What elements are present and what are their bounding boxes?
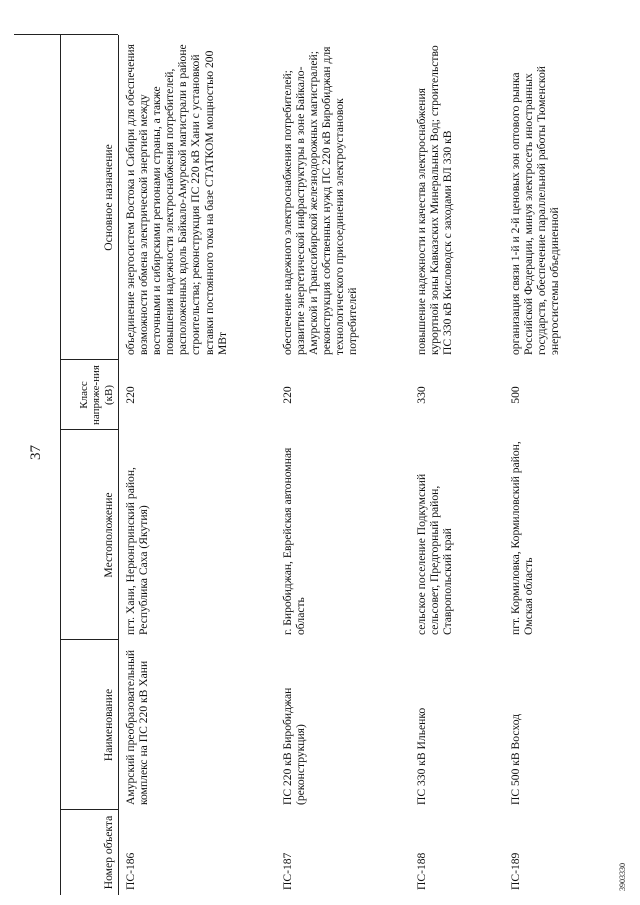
cell-location: сельское поселение Подкумский сельсовет, Предгорный район, Ставропольский край xyxy=(415,473,455,635)
cell-voltage: 220 xyxy=(124,386,137,404)
header-num: Номер объекта xyxy=(101,815,115,890)
document-code: 3903330 xyxy=(618,863,627,891)
cell-location: пгт. Кормиловка, Кормиловский район, Омская область xyxy=(509,441,536,635)
table-row xyxy=(506,0,606,905)
header-voltage: Класс напряже-ния (кВ) xyxy=(77,365,115,425)
cell-name: ПС 500 кВ Восход xyxy=(509,713,522,805)
table-row xyxy=(278,0,403,905)
cell-purpose: объединение энергосистем Востока и Сибири для обеспечения возможности обмена электрической энергией между восточными и сибирскими регионами страны, а также повышения надежности электроснабжения потребителей, расположенных вдоль Байкало-Амурской магистрали в районе строительства; реконструкция ПС 220 кВ Хани с установкой вставки постоянного тока на базе СТАТКОМ мощностью 200 МВт xyxy=(124,44,229,355)
cell-voltage: 500 xyxy=(509,386,522,404)
cell-num: ПС-189 xyxy=(509,852,522,890)
cell-location: пгт. Хани, Нерюнгринский район, Республика Саха (Якутия) xyxy=(124,467,151,635)
cell-voltage: 330 xyxy=(415,386,428,404)
cell-num: ПС-187 xyxy=(281,852,294,890)
cell-num: ПС-186 xyxy=(124,852,137,890)
cell-location: г. Биробиджан, Еврейская автономная область xyxy=(281,447,308,635)
cell-num: ПС-188 xyxy=(415,852,428,890)
cell-purpose: обеспечение надежного электроснабжения потребителей; развитие энергетической инфраструктуры в зоне Байкало-Амурской и Транссибирской железнодорожных магистралей; реконструкция собственных нужд ПС 220 кВ Биробиджан для технологического присоединения электроустановок потребителей xyxy=(281,46,360,355)
cell-purpose: повышение надежности и качества электроснабжения курортной зоны Кавказских Минеральных Вод; строительство ПС 330 кВ Кисловодск с заходами ВЛ 330 кВ xyxy=(415,45,455,355)
page-number: 37 xyxy=(28,445,44,460)
cell-voltage: 220 xyxy=(281,386,294,404)
cell-purpose: организация связи 1-й и 2-й ценовых зон оптового рынка Российской Федерации, минуя электросеть иностранных государств, обеспечение параллельной работы Тюменской энергосистемы объединенной xyxy=(509,66,562,355)
header-name: Наименование xyxy=(101,688,115,762)
cell-name: ПС 330 кВ Ильенко xyxy=(415,707,428,805)
header-purpose: Основное назначение xyxy=(101,144,115,251)
table-row xyxy=(412,0,497,905)
table-row xyxy=(121,0,266,905)
header-location: Местоположение xyxy=(101,492,115,578)
cell-name: Амурский преобразовательный комплекс на ПС 220 кВ Хани xyxy=(124,649,151,805)
rule xyxy=(118,35,119,895)
cell-name: ПС 220 кВ Биробиджан (реконструкция) xyxy=(281,687,308,805)
table-header xyxy=(60,0,118,905)
